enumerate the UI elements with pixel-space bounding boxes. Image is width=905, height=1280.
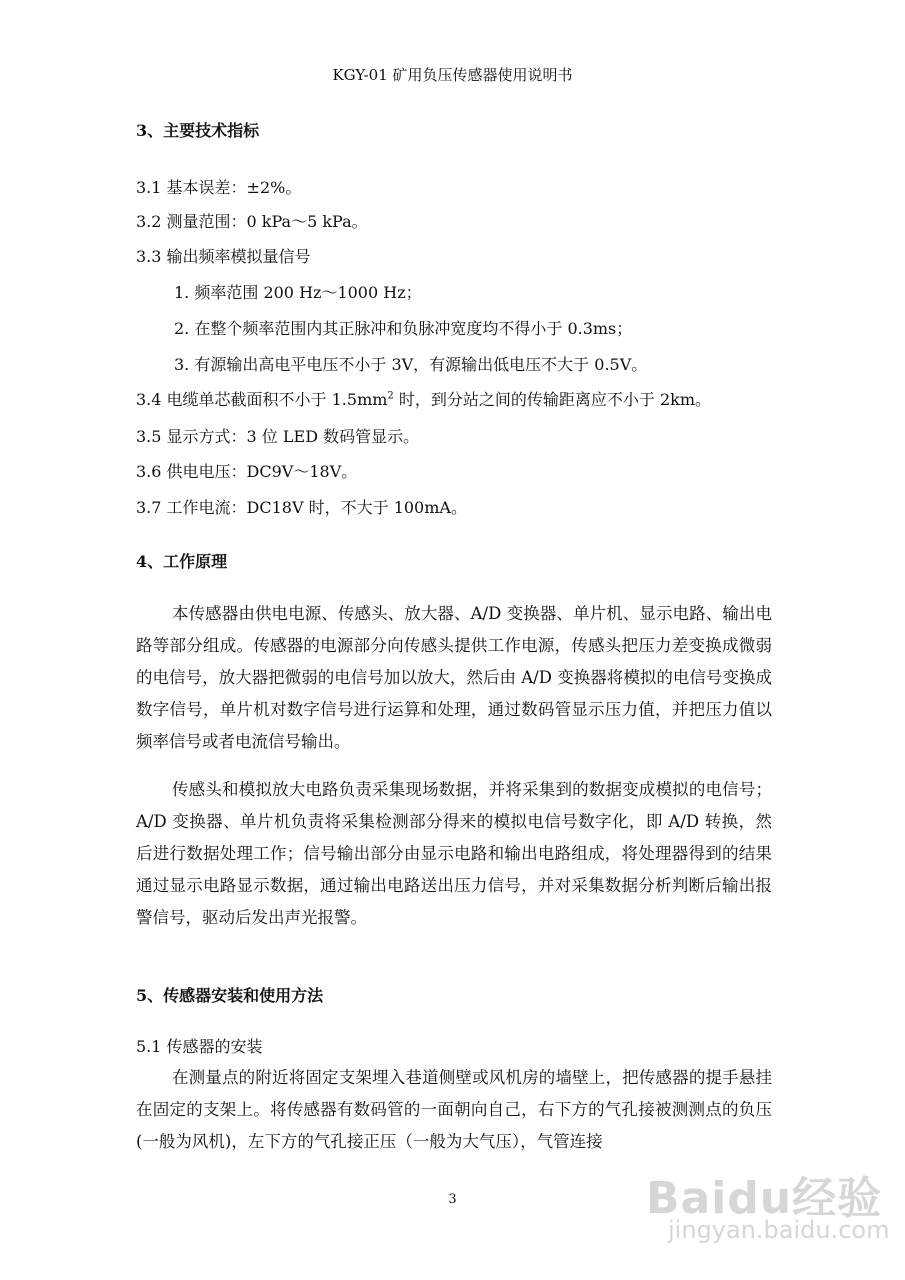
spec-3-1: 3.1 基本误差：±2%。 [136,178,302,197]
section-4-paragraph-1: 本传感器由供电电源、传感头、放大器、A/D 变换器、单片机、显示电路、输出电路等部分组成。传感器的电源部分向传感头提供工作电源，传感头把压力差变换成微弱的电信号，放大器把微弱的电信号加以放大，然后由 A/D 变换器将模拟的电信号变换成数字信号，单片机对数字信号进行运算和处理，通过数码管显示压力值，并把压力值以频率信号或者电流信号输出。 [136,604,772,751]
spec-3-3: 3.3 输出频率模拟量信号 [136,247,311,266]
section-3-title: 3、主要技术指标 [136,121,260,140]
section-4-title: 4、工作原理 [136,552,228,571]
watermark-logo: Baidu经验 [646,1173,883,1224]
section-5-paragraph-1: 在测量点的附近将固定支架埋入巷道侧壁或风机房的墙壁上，把传感器的提手悬挂在固定的支架上。将传感器有数码管的一面朝向自己，右下方的气孔接被测测点的负压(一般为风机)，左下方的气孔接正压（一般为大气压），气管连接 [136,1068,772,1151]
spec-3-3-item-2: 2. 在整个频率范围内其正脉冲和负脉冲宽度均不得小于 0.3ms； [174,319,633,338]
section-4-paragraph-2: 传感头和模拟放大电路负责采集现场数据，并将采集到的数据变成模拟的电信号；A/D 变换器、单片机负责将采集检测部分得来的模拟电信号数字化，即 A/D 转换，然后进行数据处理工作；信号输出部分由显示电路和输出电路组成，将处理器得到的结果通过显示电路显示数据，通过输出电路送出压力信号，并对采集数据分析判断后输出报警信号，驱动后发出声光报警。 [136,780,772,927]
page-number: 3 [448,1192,457,1207]
watermark [640,1158,895,1268]
spec-3-4-text-b: 时，到分站之间的传输距离应不小于 2km。 [393,390,712,409]
spec-3-4-text-a: 3.4 电缆单芯截面积不小于 1.5mm [136,390,388,409]
spec-3-2: 3.2 测量范围：0 kPa～5 kPa。 [136,212,368,231]
section-5-title: 5、传感器安装和使用方法 [136,986,324,1005]
spec-3-6: 3.6 供电电压：DC9V～18V。 [136,462,358,481]
page-header: KGY-01 矿用负压传感器使用说明书 [332,66,573,84]
spec-3-3-item-1: 1. 频率范围 200 Hz～1000 Hz； [174,283,422,302]
spec-3-5: 3.5 显示方式：3 位 LED 数码管显示。 [136,427,420,446]
spec-3-3-item-3: 3. 有源输出高电平电压不小于 3V，有源输出低电压不大于 0.5V。 [174,355,648,374]
watermark-url: jingyan.baidu.com [668,1216,890,1244]
spec-3-4 [136,387,711,410]
spec-3-4-superscript: 2 [387,390,394,402]
spec-3-7: 3.7 工作电流：DC18V 时，不大于 100mA。 [136,498,467,517]
section-5-1-title: 5.1 传感器的安装 [136,1037,263,1056]
